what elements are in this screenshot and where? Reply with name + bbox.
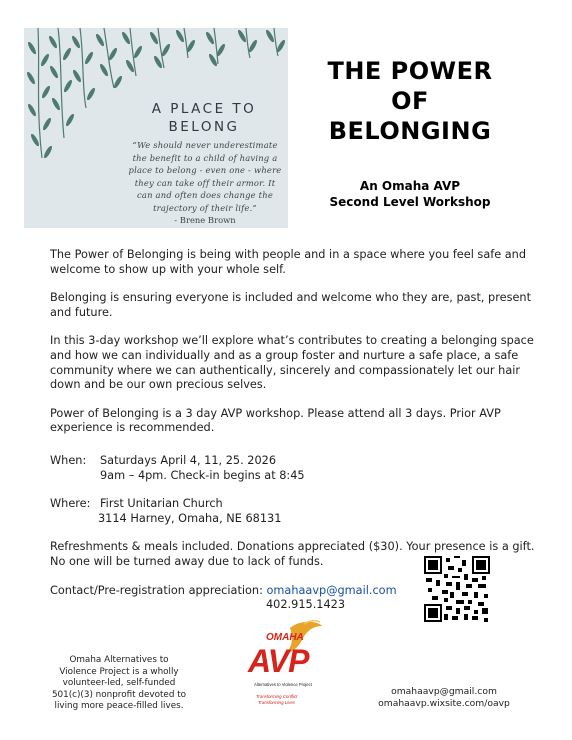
- footer-website-link[interactable]: omahaavp.wixsite.com/oavp: [378, 698, 510, 709]
- where-block: [50, 497, 540, 526]
- where-label: Where:: [50, 497, 91, 511]
- org-description: [44, 655, 194, 713]
- title-line: BELONGING: [328, 117, 492, 145]
- when-block: [50, 454, 540, 483]
- org-description-line: volunteer-led, self-funded: [62, 678, 176, 689]
- hero-image: [24, 28, 288, 228]
- when-dates: Saturdays April 4, 11, 25. 2026: [100, 453, 277, 467]
- quote-line: place to belong - even one - where: [128, 165, 282, 176]
- footer-email-link[interactable]: omahaavp@gmail.com: [391, 686, 497, 697]
- subtitle-line: An Omaha AVP: [359, 179, 461, 193]
- logo-motto-line: Transforming Conflict: [256, 694, 298, 699]
- page-subtitle: [300, 178, 520, 210]
- logo-motto-line: Transforming Lives: [258, 700, 296, 705]
- contact-phone: 402.915.1423: [266, 598, 346, 612]
- contact-email-link[interactable]: omahaavp@gmail.com: [266, 583, 397, 597]
- hero-title-line: A PLACE TO: [151, 101, 257, 117]
- footer-contact: [360, 686, 528, 710]
- title-line: THE POWER: [327, 57, 493, 85]
- when-times: 9am – 4pm. Check-in begins at 8:45: [100, 468, 305, 482]
- org-description-line: Omaha Alternatives to: [69, 655, 169, 665]
- org-description-line: living more peace-filled lives.: [54, 701, 184, 712]
- intro-paragraph: The Power of Belonging is being with people and in a space where you feel safe and welcome to show up with your whole self.: [50, 248, 527, 276]
- quote-line: the benefit to a child of having a: [132, 152, 278, 163]
- quote-author: - Brene Brown: [174, 215, 236, 225]
- qr-code-icon[interactable]: [424, 556, 490, 622]
- workshop-paragraph: In this 3-day workshop we’ll explore what’s contributes to creating a belonging space and how we can individually and as a group foster and nurture a safe place, a safe community where we can authentically, sincerely and compassionately let our hair down and be our own precious selves.: [50, 334, 534, 392]
- org-description-line: Violence Project is a wholly: [59, 666, 179, 677]
- avp-logo: [242, 618, 326, 712]
- logo-tagline: Alternatives to Violence Project: [254, 682, 312, 687]
- quote-line: can and often does change the: [137, 190, 273, 201]
- page-title: [300, 56, 520, 146]
- belonging-paragraph: Belonging is ensuring everyone is included and welcome who they are, past, present and future.: [50, 291, 531, 319]
- quote-line: trajectory of their life.”: [153, 202, 257, 213]
- contact-label: Contact/Pre-registration appreciation:: [50, 583, 263, 597]
- title-line: OF: [391, 87, 429, 115]
- where-venue: First Unitarian Church: [100, 497, 223, 511]
- refreshments-paragraph: Refreshments & meals included. Donations appreciated ($30). Your presence is a gift. No one will be turned away due to lack of funds.: [50, 540, 535, 568]
- where-address: 3114 Harney, Omaha, NE 68131: [98, 511, 282, 525]
- hero-quote: [120, 139, 288, 215]
- hero-title: [120, 100, 288, 136]
- logo-letters: AVP: [248, 643, 309, 679]
- subtitle-line: Second Level Workshop: [329, 195, 491, 209]
- quote-line: they can take off their armor. It: [134, 177, 276, 188]
- when-label: When:: [50, 453, 87, 467]
- quote-line: “We should never underestimate: [132, 140, 278, 150]
- hero-title-line: BELONG: [168, 119, 240, 135]
- org-description-line: 501(c)(3) nonprofit devoted to: [51, 689, 187, 700]
- logo-city: OMAHA: [266, 632, 304, 643]
- attendance-paragraph: Power of Belonging is a 3 day AVP workshop. Please attend all 3 days. Prior AVP experience is recommended.: [50, 406, 501, 435]
